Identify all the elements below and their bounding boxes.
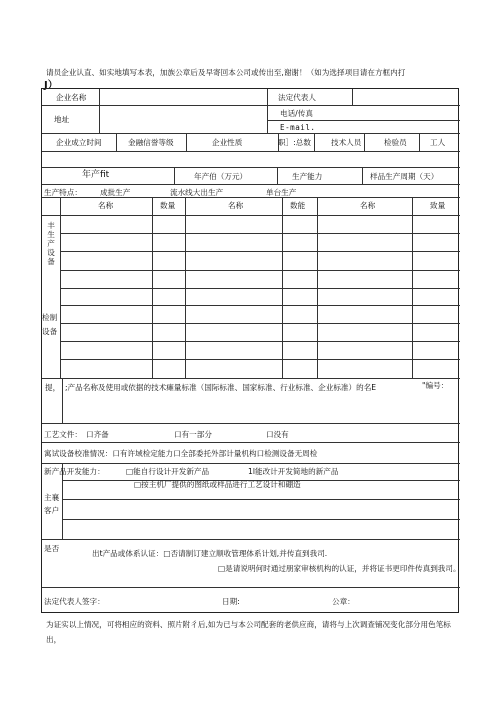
col-line <box>267 89 268 133</box>
footer-note: 为证实以上情况，可将相应的资料、照片附彳后,如为已与本公司配套的老供应商，请将与上次调查铺况变化部分用色笔标出， <box>46 620 451 644</box>
cert-left-label: 是否 <box>44 544 60 553</box>
address-label: 地址 <box>54 115 70 124</box>
col-line <box>152 197 153 378</box>
row-line <box>62 499 460 500</box>
col-line <box>412 197 413 378</box>
row-line <box>60 359 460 360</box>
nature-label: 企业性质 <box>212 138 243 147</box>
row-line <box>267 120 460 121</box>
process-partial: 口有一部分 <box>174 430 212 439</box>
col-line <box>185 197 186 378</box>
process-none: 口没有 <box>266 430 289 439</box>
row-line <box>42 151 460 152</box>
calibration-text: 寓试设备校准情况：口有许域检定能力口全部委托外部计量机构口检测设备无周检 <box>44 449 318 458</box>
col-line <box>362 167 363 184</box>
col-line <box>282 197 283 378</box>
row-line <box>60 305 460 306</box>
col-name: 名称 <box>98 201 114 210</box>
row-line <box>60 251 460 252</box>
phone-fax-label: 电话/传真 <box>280 109 313 118</box>
standard-code-label: "编号： <box>422 381 449 390</box>
standard-left-label: 提， <box>45 383 61 392</box>
seal-label: 公章： <box>332 597 355 606</box>
email-label: E-mail. <box>280 123 316 132</box>
cert-line2: □是请说明何时通过朋家审核机构的认证，并将证书更印件传真到我司。 <box>218 564 461 573</box>
supplier-survey-form <box>41 88 459 613</box>
dev-simple: 1l能改计开发简地的新产品 <box>248 467 339 476</box>
col-line <box>419 133 420 151</box>
dev-self: □能自行设计开发新产品 <box>126 467 210 476</box>
col-line <box>186 133 187 151</box>
row-line <box>62 519 460 520</box>
cert-line1: 出t产品或体系认证：□否请制订建立顺收管理体系计划,并传直到我司. <box>92 549 328 558</box>
col-line <box>314 133 315 151</box>
tech-staff-label: 技术人员 <box>331 138 362 147</box>
row-line <box>60 323 460 324</box>
intro-text: 请员企业认直、如实地填写本表，加族公章后及早寄回本公司或传出至,谢谢！（如为选择项目请在方框内打 <box>46 68 406 77</box>
col-line <box>99 89 100 133</box>
row-line <box>42 133 460 134</box>
feature-single: 单台生产 <box>266 188 297 197</box>
credit-label: 金融信誉等级 <box>128 138 174 147</box>
company-name-label: 企业名称 <box>56 93 87 102</box>
col-data: 数能 <box>290 201 306 210</box>
inspector-label: 检验员 <box>384 138 407 147</box>
col-name-2: 名称 <box>228 201 244 210</box>
col-line <box>62 378 63 423</box>
row-line <box>42 587 460 588</box>
row-line <box>42 378 460 379</box>
row-line <box>60 270 460 271</box>
row-line <box>60 288 460 289</box>
row-line <box>42 215 460 216</box>
inspection-equipment-label: 检制设备 <box>42 313 58 336</box>
customers-label: 主襄客户 <box>44 493 60 515</box>
founded-label: 企业成立时间 <box>56 138 102 147</box>
col-line <box>174 167 175 184</box>
row-line <box>42 105 460 106</box>
capacity-label: 生产能力 <box>292 172 323 181</box>
col-line <box>364 133 365 151</box>
col-line <box>317 197 318 378</box>
col-line <box>60 197 61 378</box>
date-label: 日期: <box>222 597 240 606</box>
row-line <box>60 341 460 342</box>
sample-cycle-label: 样品生产周期（天） <box>370 172 439 181</box>
annual-output-label: 年产fit <box>82 170 110 180</box>
col-line <box>352 89 353 105</box>
row-line <box>60 233 460 234</box>
standard-text: ;产品名称及使用或依据的技术瘫量标准（国际标准、国家标准、行业标准、企业标准）的名E <box>65 383 377 392</box>
col-line <box>277 167 278 184</box>
feature-batch: 成批生产 <box>100 188 131 197</box>
col-line <box>116 133 117 151</box>
equipment-side-label: 丰生产设备 <box>47 221 55 266</box>
dev-oem: □按主机厂提供的图纸或样品进行工艺设计和硼造 <box>134 480 301 489</box>
development-label: 新产品开发能力： <box>44 467 105 476</box>
row-line <box>42 167 460 168</box>
features-label: 生产特点： <box>44 188 82 197</box>
worker-label: 工人 <box>430 138 446 147</box>
row-line <box>42 197 460 198</box>
intro-tail: J） <box>44 80 58 91</box>
feature-flow: 流水线大出生产 <box>170 188 224 197</box>
col-qty: 数量 <box>160 201 176 210</box>
annual-value-label: 年产伯（万元） <box>194 172 248 181</box>
legal-rep-label: 法定代表人 <box>278 93 316 102</box>
row-line <box>42 463 460 464</box>
col-count: 致量 <box>430 201 446 210</box>
row-line <box>42 442 460 443</box>
row-line <box>42 423 460 424</box>
process-label: 工艺文件： <box>44 430 82 439</box>
row-line <box>42 184 460 185</box>
row-line <box>42 539 460 540</box>
process-complete: 口齐备 <box>86 430 109 439</box>
col-name-3: 名称 <box>360 201 376 210</box>
staff-total-label: 职］:总数 <box>278 138 311 147</box>
legal-rep-signature-label: 法定代表人签字： <box>44 597 105 606</box>
